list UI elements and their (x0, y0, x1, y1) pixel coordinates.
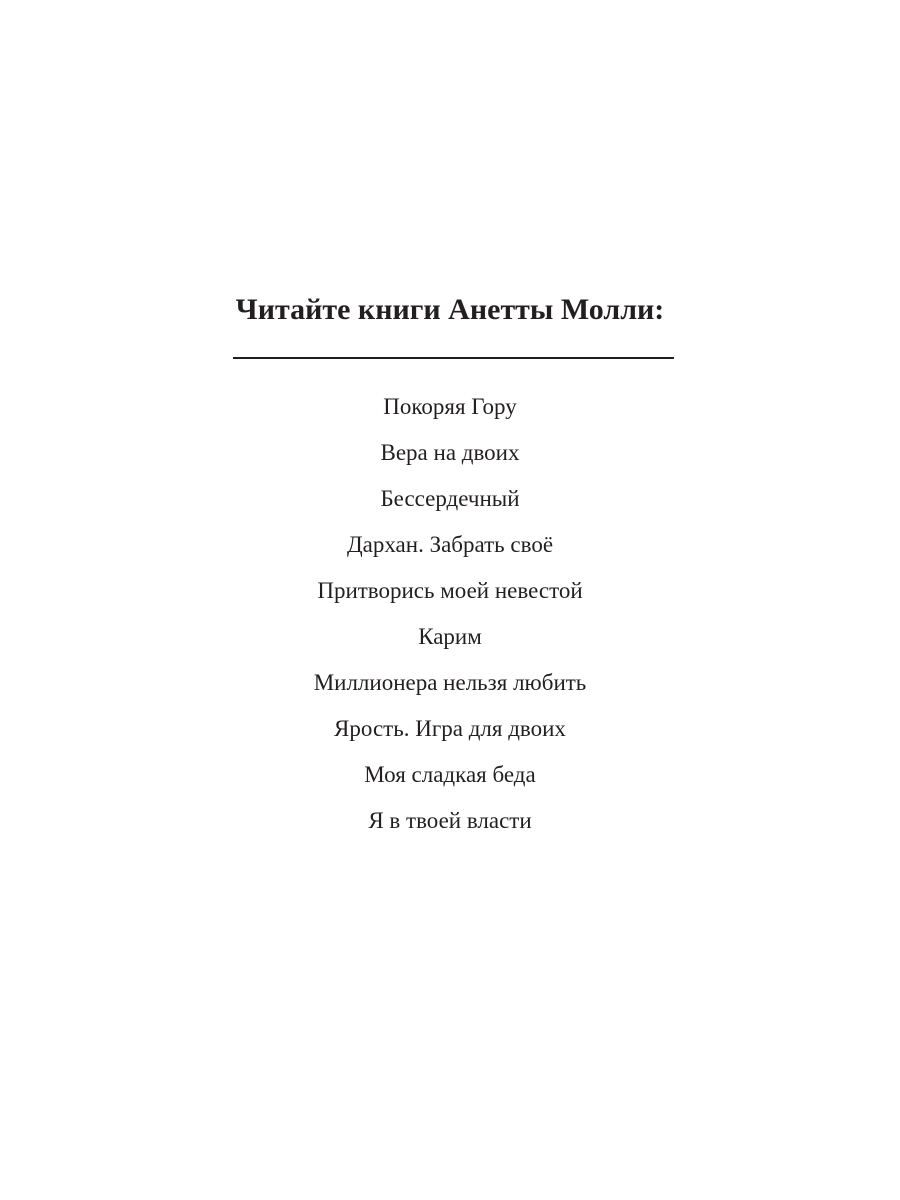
page-heading: Читайте книги Анетты Молли: (235, 293, 665, 326)
book-title: Миллионера нельзя любить (313, 670, 587, 695)
book-title: Дархан. Забрать своё (346, 532, 554, 557)
book-title: Ярость. Игра для двоих (334, 716, 566, 741)
book-title: Покоряя Гору (383, 394, 517, 419)
heading-divider (233, 357, 674, 359)
book-title: Карим (418, 624, 482, 649)
book-title: Я в твоей власти (368, 808, 532, 833)
book-title: Вера на двоих (380, 440, 520, 465)
book-title: Бессердечный (380, 486, 520, 511)
book-title: Притворись моей невестой (317, 578, 583, 603)
book-title: Моя сладкая беда (364, 762, 536, 787)
book-list (0, 389, 900, 849)
